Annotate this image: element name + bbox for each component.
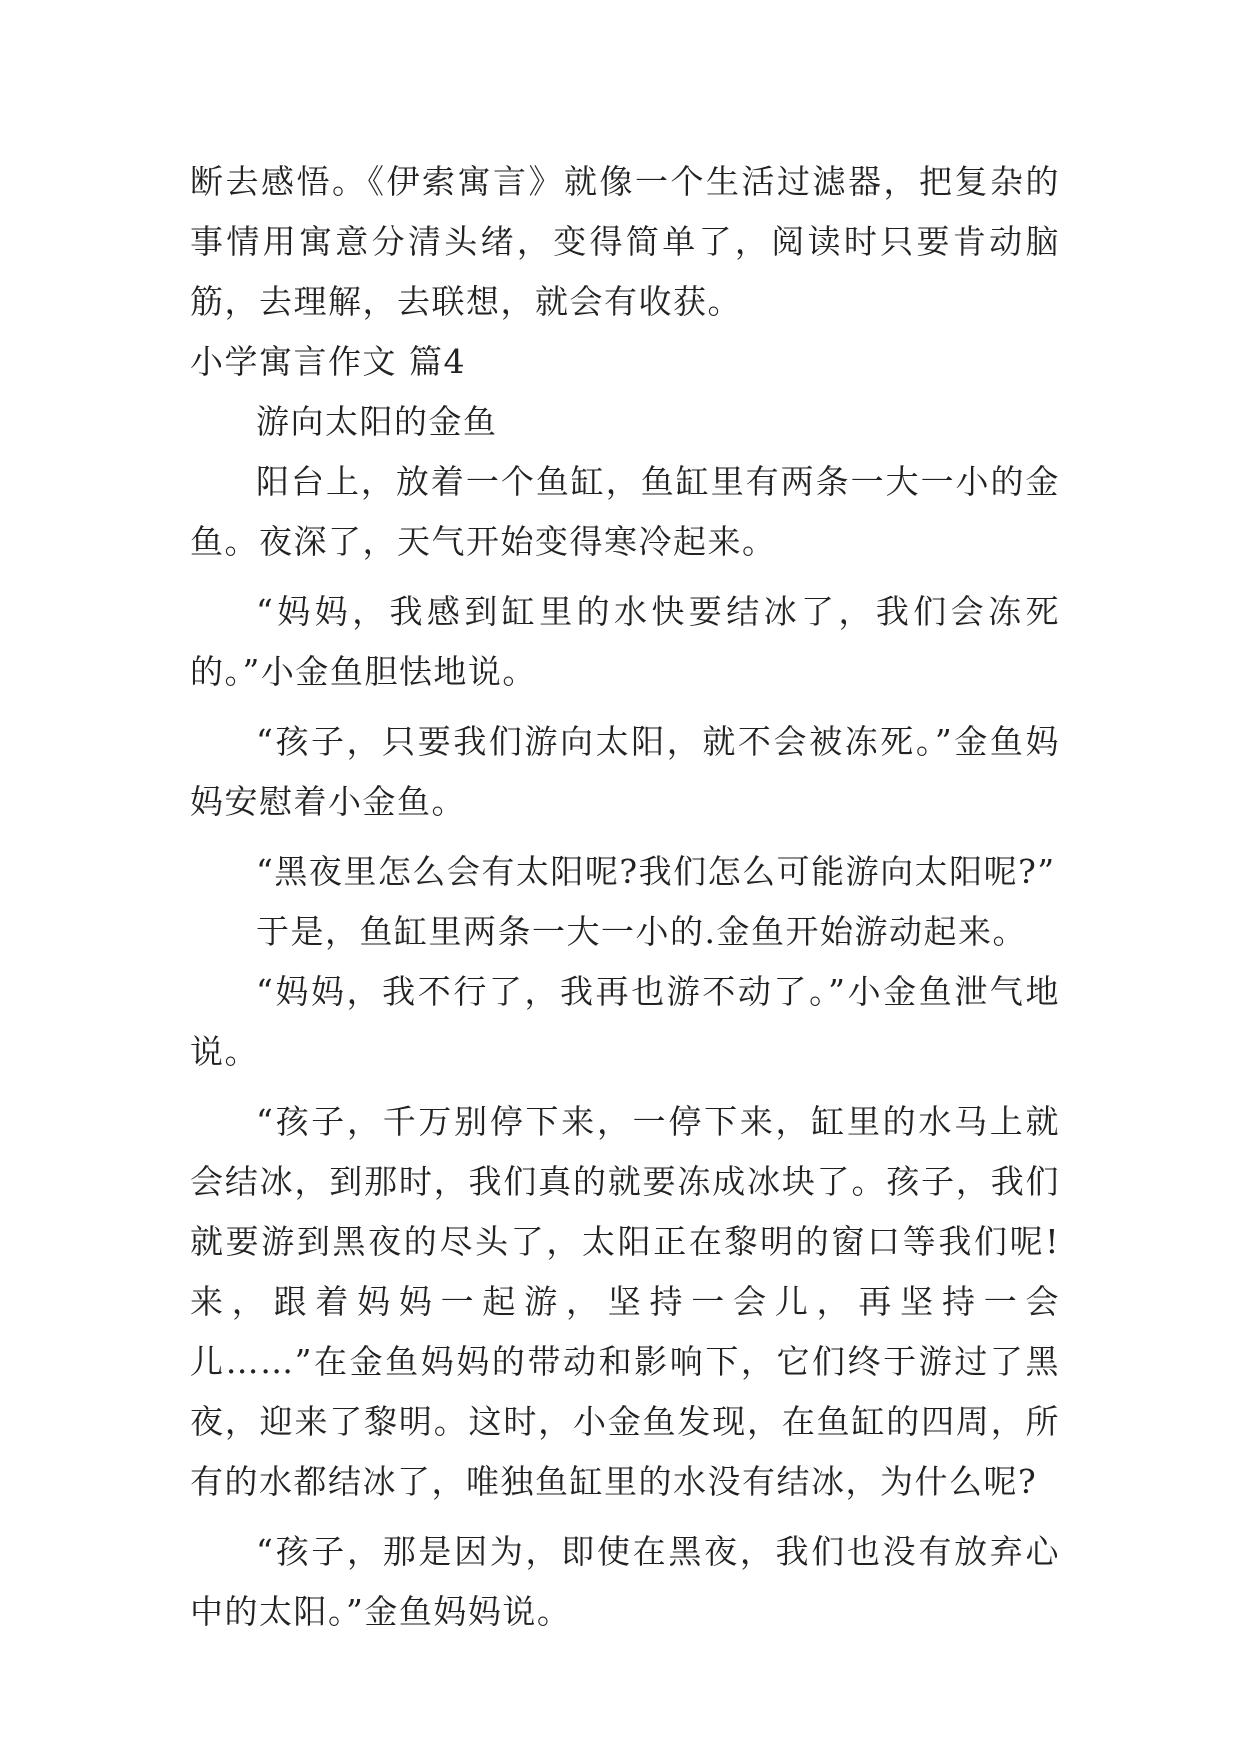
section-heading: 小学寓言作文 篇4: [190, 342, 466, 381]
paragraph: “妈妈，我不行了，我再也游不动了。”小金鱼泄气地说。: [190, 972, 1060, 1071]
paragraph: “黑夜里怎么会有太阳呢?我们怎么可能游向太阳呢?”: [256, 852, 1056, 891]
paragraph: 于是，鱼缸里两条一大一小的.金鱼开始游动起来。: [256, 912, 1027, 951]
paragraph-intro-ending: 断去感悟。《伊索寓言》就像一个生活过滤器，把复杂的事情用寓意分清头绪，变得简单了，阅读时只要肯动脑筋，去理解，去联想，就会有收获。: [190, 162, 1060, 321]
paragraph: “孩子，那是因为，即使在黑夜，我们也没有放弃心中的太阳。”金鱼妈妈说。: [190, 1532, 1060, 1631]
paragraph: “孩子，千万别停下来，一停下来，缸里的水马上就会结冰，到那时，我们真的就要冻成冰块了。孩子，我们就要游到黑夜的尽头了，太阳正在黎明的窗口等我们呢!来，跟着妈妈一起游，坚持一会儿，再坚持一会儿……”在金鱼妈妈的带动和影响下，它们终于游过了黑夜，迎来了黎明。这时，小金鱼发现，在鱼缸的四周，所有的水都结冰了，唯独鱼缸里的水没有结冰，为什么呢?: [190, 1102, 1060, 1501]
paragraph: “妈妈，我感到缸里的水快要结冰了，我们会冻死的。”小金鱼胆怯地说。: [190, 592, 1060, 691]
document-body: [190, 152, 1060, 1642]
story-title: 游向太阳的金鱼: [256, 402, 498, 441]
paragraph: “孩子，只要我们游向太阳，就不会被冻死。”金鱼妈妈安慰着小金鱼。: [190, 722, 1060, 821]
paragraph: 阳台上，放着一个鱼缸，鱼缸里有两条一大一小的金鱼。夜深了，天气开始变得寒冷起来。: [190, 462, 1060, 561]
